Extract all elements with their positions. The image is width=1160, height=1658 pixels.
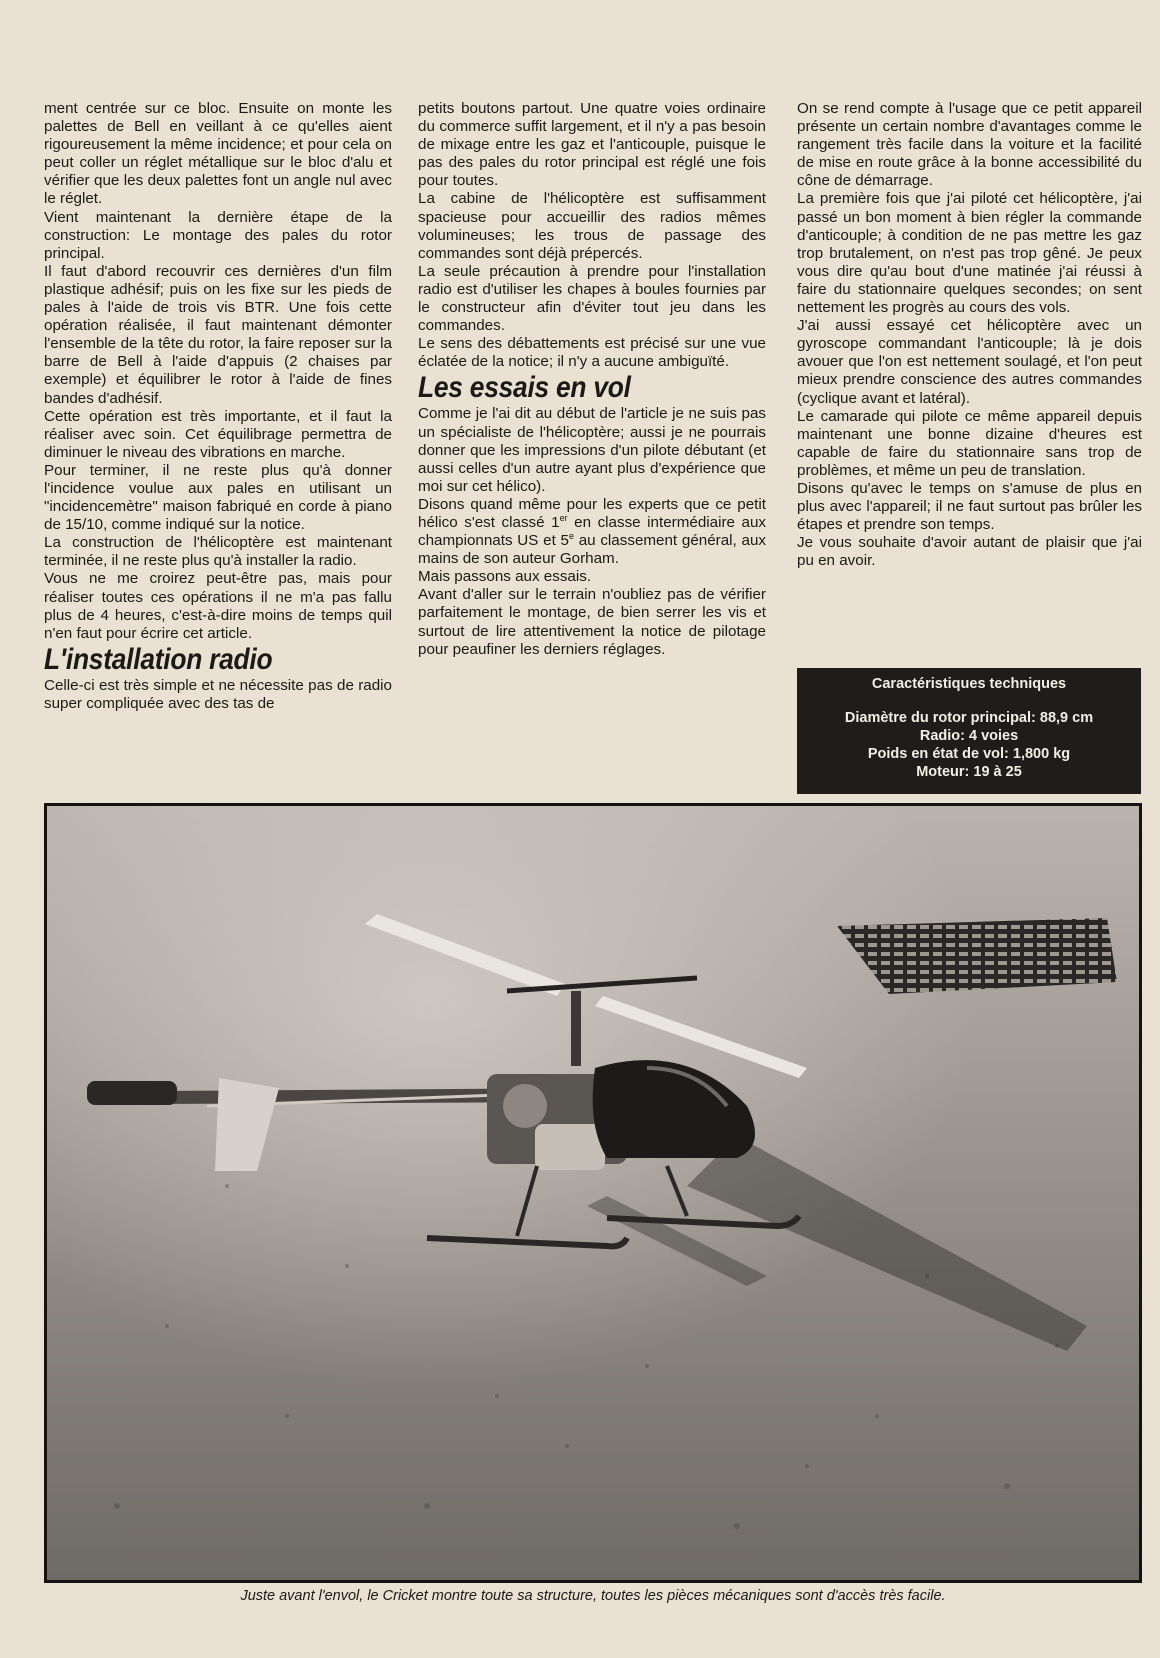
paragraph: On se rend compte à l'usage que ce petit appareil présente un certain nombre d'avantages comme le rangement très facile dans la voiture et la facilité de mise en route grâce à la bonne accessibilité du cône de démarrage. [797,100,1142,190]
paragraph: Le camarade qui pilote ce même appareil depuis maintenant une bonne dizaine d'heures est capable de faire du stationnaire sans trop de problèmes, et même un peu de translation. [797,407,1142,479]
paragraph: La première fois que j'ai piloté cet hélicoptère, j'ai passé un bon moment à bien régler la commande d'anticouple; à condition de ne pas mettre les gaz trop brutalement, on n'est pas trop gêné. Je peux vous dire qu'au bout d'une matinée j'ai réussi à faire du stationnaire quelques secondes; on sent nettement les progrès au cours des vols. [797,190,1142,317]
paragraph: Comme je l'ai dit au début de l'article je ne suis pas un spécialiste de l'hélicoptère; aussi je ne pourrais donner que les impressions d'un pilote débutant (et aussi celles d'un autre ayant plus d'expérience que moi sur cet hélico). [418,405,766,495]
photo-caption: Juste avant l'envol, le Cricket montre toute sa structure, toutes les pièces mécaniques sont d'accès très facile. [240,1588,946,1604]
paragraph: Mais passons aux essais. [418,568,592,586]
helicopter-photo [44,803,1142,1583]
section-heading-essais-en-vol: Les essais en vol [418,371,631,405]
paragraph: La cabine de l'hélicoptère est suffisamment spacieuse pour accueillir des radios mêmes volumineuses; les trous de passage des commandes sont déjà prépercés. [418,190,766,262]
spec-line: Moteur: 19 à 25 [916,764,1022,780]
spec-line: Poids en état de vol: 1,800 kg [867,746,1071,762]
rotor-mast [571,991,581,1066]
text-run: au classement général, aux mains de son auteur Gorham. [418,532,766,568]
paragraph: Je vous souhaite d'avoir autant de plaisir que j'ai pu en avoir. [797,534,1142,570]
specs-title: Caractéristiques techniques [871,676,1067,692]
paragraph: petits boutons partout. Une quatre voies ordinaire du commerce suffit largement, et il n'y a pas besoin de mixage entre les gaz et l'anticouple, puisque le pas des pales du rotor principal est réglé une fois pour toutes. [418,100,766,190]
paragraph: La construction de l'hélicoptère est maintenant terminée, il ne reste plus qu'à installer la radio. [44,534,392,570]
paragraph [418,496,766,568]
text-run: en classe intermédiaire aux championnats US et 5 [418,513,766,550]
section-heading-installation-radio: L'installation radio [44,642,273,676]
paragraph: Cette opération est très importante, et il faut la réaliser avec soin. Cet équilibrage permettra de diminuer le niveau des vibrations en marche. [44,407,392,461]
article-column-3 [797,100,1142,570]
spec-line: Radio: 4 voies [919,728,1019,744]
paragraph: Vous ne me croirez peut-être pas, mais pour réaliser toutes ces opérations il ne m'a pas fallu plus de 4 heures, c'est-à-dire moins de temps quil n'en faut pour écrire cet article. [44,570,392,642]
spec-line: Diamètre du rotor principal: 88,9 cm [844,710,1094,726]
paragraph: J'ai aussi essayé cet hélicoptère avec un gyroscope commandant l'anticouple; là je dois avouer que l'on est nettement soulagé, et l'on peut mieux prendre conscience des autres commandes (cyclique avant et latéral). [797,317,1142,407]
helicopter-illustration [47,806,1139,1580]
paragraph: ment centrée sur ce bloc. Ensuite on monte les palettes de Bell en veillant à ce qu'elles aient rigoureusement la même incidence; et pour cela on peut coller un réglet métallique sur le bloc d'alu et vérifier que les deux palettes font un angle nul avec le réglet. [44,100,392,208]
text-run: Disons quand même pour les experts que ce petit hélico s'est classé 1 [418,495,766,531]
tail-rotor [87,1081,177,1105]
article-column-2 [418,100,766,659]
superscript: e [568,531,574,541]
paragraph: Vient maintenant la dernière étape de la construction: Le montage des pales du rotor principal. [44,208,392,262]
paragraph: Le sens des débattements est précisé sur une vue éclatée de la notice; il n'y a aucune ambiguïté. [418,335,766,371]
superscript: er [559,512,568,523]
paragraph: Pour terminer, il ne reste plus qu'à donner l'incidence voulue aux pales en utilisant un "incidencemètre" maison fabriqué en corde à piano de 15/10, comme indiqué sur la notice. [44,461,392,534]
article-column-1 [44,100,392,713]
paragraph: Celle-ci est très simple et ne nécessite pas de radio super compliquée avec des tas de [44,676,392,712]
technical-specs-box [797,668,1141,794]
paragraph: Il faut d'abord recouvrir ces dernières d'un film plastique adhésif; puis on les fixe sur les pieds de pales à l'aide de trois vis BTR. Une fois cette opération réalisée, il faut maintenant démonter l'ensemble de la tête du rotor, la faire reposer sur la barre de Bell à l'aide d'appuis (2 chaises par exemple) et équilibrer le rotor à l'aide de fines bandes d'adhésif. [44,262,392,407]
paragraph: La seule précaution à prendre pour l'installation radio est d'utiliser les chapes à boules fournies par le constructeur afin d'éviter tout jeu dans les commandes. [418,262,766,335]
paragraph: Avant d'aller sur le terrain n'oubliez pas de vérifier parfaitement le montage, de bien serrer les vis et surtout de lire attentivement la notice de pilotage pour peaufiner les derniers réglages. [418,586,766,658]
paragraph: Disons qu'avec le temps on s'amuse de plus en plus avec l'appareil; il ne faut surtout pas brûler les étapes et prendre son temps. [797,479,1142,534]
